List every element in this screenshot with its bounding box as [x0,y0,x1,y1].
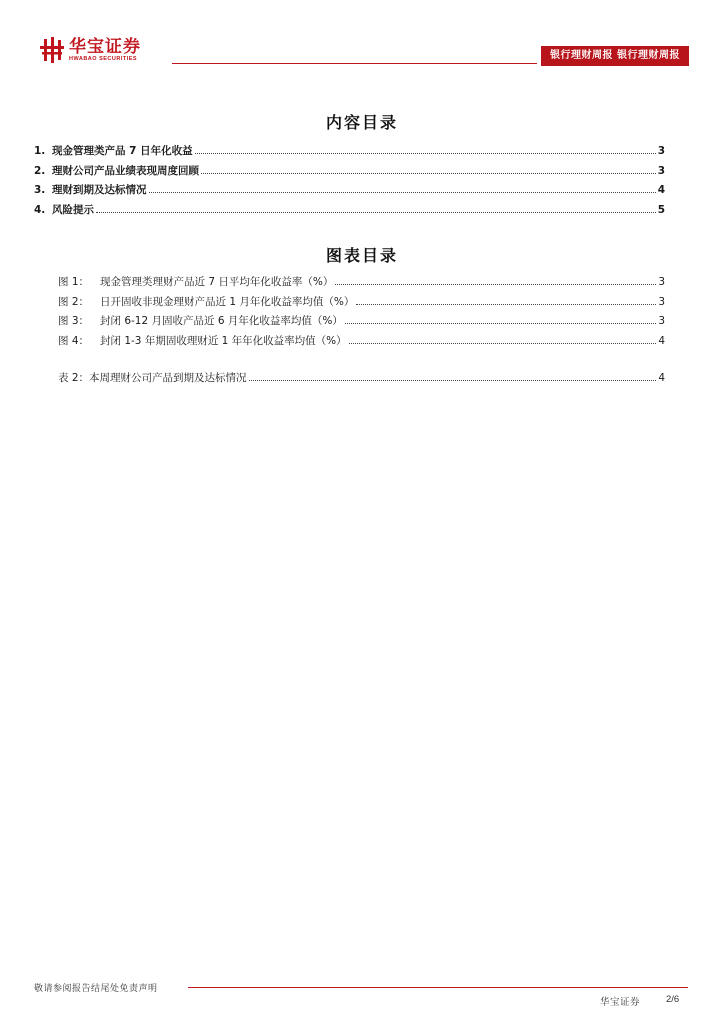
toc-entry-number: 1. [34,145,46,157]
table-entry[interactable] [58,370,665,390]
report-type-tag: 银行理财周报 银行理财周报 [541,46,689,66]
toc-entry-page: 4 [657,184,665,196]
table-entry-page: 4 [658,372,665,384]
figure-entry-label: 封闭 1-3 年期固收理财近 1 年年化收益率均值（%） [100,335,347,348]
footer-disclaimer: 敬请参阅报告结尾处免责声明 [34,984,158,994]
toc-entry-number: 2. [34,164,46,177]
figure-entry-number: 图 4： [58,335,90,348]
toc-entry[interactable] [34,202,665,222]
tables-list [58,370,665,390]
company-logo [40,37,141,63]
toc-entry-number: 4. [34,203,46,216]
figure-entry[interactable] [58,333,665,353]
figure-entry-page: 4 [658,335,665,348]
figure-entry-label: 封闭 6-12 月固收产品近 6 月年化收益率均值（%） [100,315,343,328]
toc-entry-number: 3. [34,184,46,196]
page-header [0,0,724,80]
toc-entry-label: 理财到期及达标情况 [52,184,147,196]
hwabao-logo-icon [40,37,64,63]
logo-chinese-name: 华宝证券 [69,36,141,57]
toc-entry-label: 理财公司产品业绩表现周度回顾 [52,164,199,177]
figure-entry[interactable] [58,313,665,333]
toc-entry-label: 风险提示 [52,203,94,216]
toc-entry-label: 现金管理类产品 7 日年化收益 [52,145,193,157]
toc-entry[interactable] [34,143,665,163]
toc-entry[interactable] [34,182,665,202]
figure-entry-label: 现金管理类理财产品近 7 日平均年化收益率（%） [100,276,334,288]
logo-english-name: HWABAO SECURITIES [69,55,138,62]
dot-leader [195,152,656,154]
contents-title: 内容目录 [325,113,398,132]
figure-entry-page: 3 [658,295,665,308]
dot-leader [349,342,657,344]
toc-entry[interactable] [34,163,665,183]
figures-title: 图表目录 [325,246,398,265]
dot-leader [356,303,656,305]
dot-leader [96,211,656,213]
figure-entry[interactable] [58,274,665,294]
contents-list [34,143,665,221]
dot-leader [149,191,656,193]
figure-entry-number: 图 2： [58,295,90,308]
page-number: 2/6 [666,994,680,1005]
toc-entry-page: 3 [657,145,665,157]
header-divider [172,63,537,64]
dot-leader [201,172,656,174]
figure-entry-page: 3 [658,315,665,328]
toc-entry-page: 5 [657,203,665,216]
dot-leader [249,379,657,381]
figure-entry-number: 图 1： [58,276,90,288]
figures-list [58,274,665,353]
dot-leader [335,283,656,285]
figure-entry-label: 日开固收非现金理财产品近 1 月年化收益率均值（%） [100,295,355,308]
table-entry-number: 表 2： [58,372,90,384]
footer-company: 华宝证券 [600,997,641,1008]
figure-entry[interactable] [58,294,665,314]
figure-entry-number: 图 3： [58,315,90,328]
footer-divider [188,987,688,988]
dot-leader [345,322,656,324]
toc-entry-page: 3 [657,164,665,177]
table-entry-label: 本周理财公司产品到期及达标情况 [89,372,247,384]
figure-entry-page: 3 [658,276,665,288]
